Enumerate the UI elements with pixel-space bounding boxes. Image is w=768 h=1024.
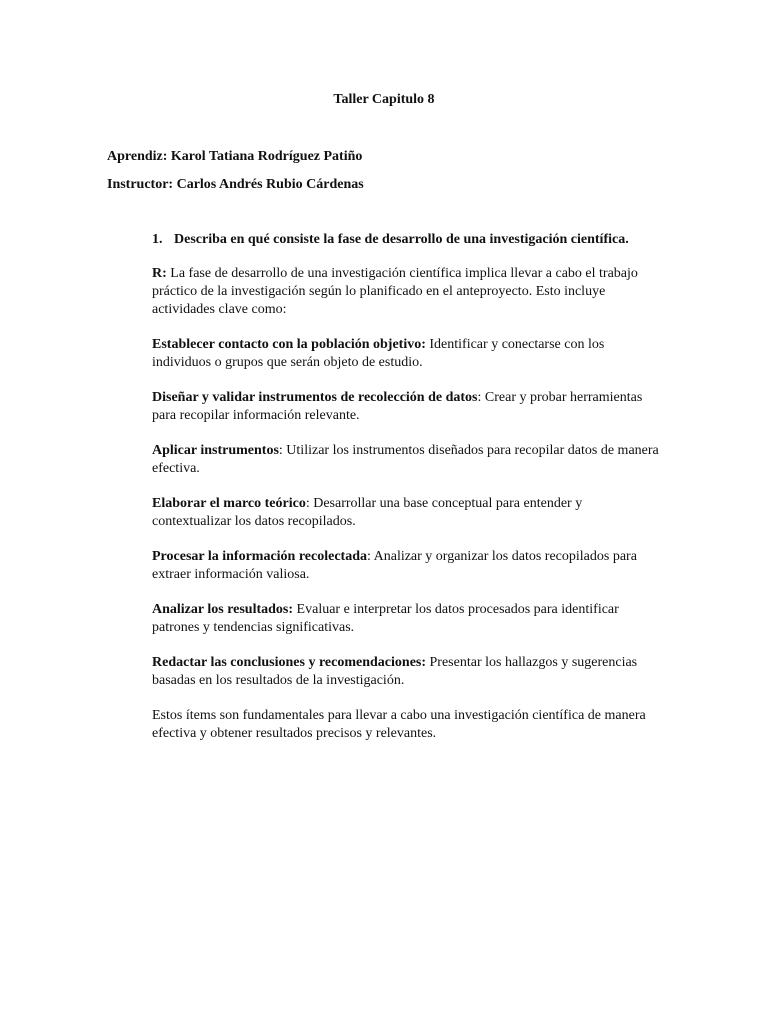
answer-lead: R:: [152, 266, 167, 281]
item-label: Analizar los resultados:: [152, 602, 294, 617]
item-text: Identificar y conectarse con los individuos o grupos que serán objeto de estudio.: [152, 337, 605, 370]
document-title: Taller Capitulo 8: [333, 92, 435, 107]
item-label: Elaborar el marco teórico: [152, 496, 306, 511]
item-text: : Desarrollar una base conceptual para entender y contextualizar los datos recopilados.: [152, 496, 583, 529]
item-text: Evaluar e interpretar los datos procesados para identificar patrones y tendencias significativas.: [152, 602, 619, 635]
instructor-line: Instructor: Carlos Andrés Rubio Cárdenas: [107, 177, 364, 192]
aprendiz-line: Aprendiz: Karol Tatiana Rodríguez Patiño: [107, 149, 363, 164]
item-label: Redactar las conclusiones y recomendaciones:: [152, 655, 427, 670]
item-text: : Utilizar los instrumentos diseñados para recopilar datos de manera efectiva.: [152, 443, 659, 476]
document-body: [152, 231, 662, 760]
item-paragraph: [152, 336, 662, 372]
closing-paragraph: Estos ítems son fundamentales para llevar a cabo una investigación científica de manera efectiva y obtener resultados precisos y relevantes.: [152, 708, 646, 741]
item-label: Establecer contacto con la población objetivo:: [152, 337, 426, 352]
item-paragraph: [152, 389, 662, 425]
question-number: 1.: [152, 232, 163, 247]
item-label: Aplicar instrumentos: [152, 443, 279, 458]
item-paragraph: [152, 495, 662, 531]
item-text: : Analizar y organizar los datos recopilados para extraer información valiosa.: [152, 549, 637, 582]
item-paragraph: [152, 654, 662, 690]
question-1: [152, 231, 662, 249]
answer-text: La fase de desarrollo de una investigación científica implica llevar a cabo el trabajo práctico de la investigación según lo planificado en el anteproyecto. Esto incluye actividades clave como:: [152, 266, 638, 317]
item-text: : Crear y probar herramientas para recopilar información relevante.: [152, 390, 643, 423]
item-paragraph: [152, 601, 662, 637]
item-paragraph: [152, 442, 662, 478]
item-paragraph: [152, 548, 662, 584]
item-label: Procesar la información recolectada: [152, 549, 367, 564]
question-text: Describa en qué consiste la fase de desarrollo de una investigación científica.: [174, 232, 629, 247]
item-text: Presentar los hallazgos y sugerencias basadas en los resultados de la investigación.: [152, 655, 638, 688]
answer-paragraph: [152, 265, 662, 319]
item-label: Diseñar y validar instrumentos de recolección de datos: [152, 390, 478, 405]
